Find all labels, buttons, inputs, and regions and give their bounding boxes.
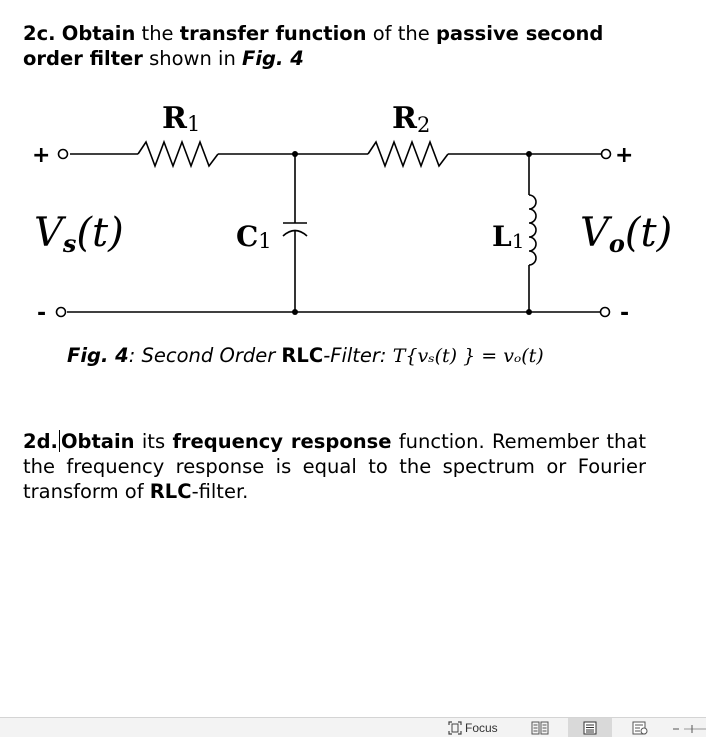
q2c-obtain: Obtain: [61, 22, 136, 45]
junction-node: [526, 151, 532, 157]
rlc-circuit-diagram: [0, 90, 706, 330]
q2d-rlc: RLC: [149, 480, 192, 503]
caption-rlc: RLC: [281, 344, 324, 367]
q2d-frequency-response: frequency response: [172, 430, 392, 453]
q2c-text-the: the: [135, 22, 180, 45]
label-vs: Vs(t): [34, 210, 124, 258]
polarity-in-minus: -: [37, 301, 47, 326]
question-2c: [23, 21, 646, 71]
q2c-text-shown: shown in: [142, 47, 243, 70]
label-r1: R1: [162, 101, 201, 136]
figure-caption: [67, 344, 544, 367]
caption-text: : Second Order: [128, 344, 282, 367]
read-mode-icon[interactable]: [531, 721, 549, 735]
focus-label: Focus: [465, 721, 498, 735]
label-vo: Vo(t): [580, 210, 673, 258]
text-cursor: [59, 430, 60, 452]
q2c-text-of: of the: [366, 22, 436, 45]
status-bar: [0, 717, 706, 737]
q2d-text-end: -filter.: [191, 480, 249, 503]
polarity-in-plus: +: [32, 143, 51, 168]
terminal-in-plus: [59, 150, 68, 159]
q2d-obtain: Obtain: [60, 430, 135, 453]
focus-icon: [448, 721, 462, 735]
q2c-number: 2c.: [23, 22, 56, 45]
polarity-out-minus: -: [620, 301, 630, 326]
q2d-text-body: function. Remember that the frequency response is equal to the spectrum or Fourier transform of: [23, 430, 646, 503]
terminal-in-minus: [57, 308, 66, 317]
junction-node: [292, 151, 298, 157]
q2c-fig-ref: Fig. 4: [242, 47, 304, 70]
q2c-transfer-function: transfer function: [179, 22, 367, 45]
focus-button[interactable]: [448, 721, 498, 737]
junction-node: [292, 309, 298, 315]
terminal-out-minus: [601, 308, 610, 317]
q2d-text-its: its: [134, 430, 173, 453]
caption-filter: -Filter:: [323, 344, 393, 367]
q2c-passive-filter: passive second order filter: [23, 22, 604, 70]
terminal-out-plus: [602, 150, 611, 159]
caption-fig: Fig. 4: [67, 344, 129, 367]
zoom-slider-icon[interactable]: [672, 721, 706, 735]
label-r2: R2: [392, 101, 431, 137]
label-c1: C1: [236, 220, 272, 253]
resistor-r2-symbol: [368, 142, 448, 166]
inductor-l1-symbol: [529, 195, 536, 265]
print-layout-icon[interactable]: [581, 721, 599, 735]
question-2d: [23, 429, 646, 504]
resistor-r1-symbol: [138, 142, 218, 166]
web-layout-icon[interactable]: [631, 721, 649, 735]
caption-equation: T{vₛ(t) } = vₒ(t): [392, 345, 544, 367]
label-l1: L1: [492, 220, 525, 253]
q2d-number: 2d.: [23, 430, 58, 453]
junction-node: [526, 309, 532, 315]
polarity-out-plus: +: [615, 143, 634, 168]
